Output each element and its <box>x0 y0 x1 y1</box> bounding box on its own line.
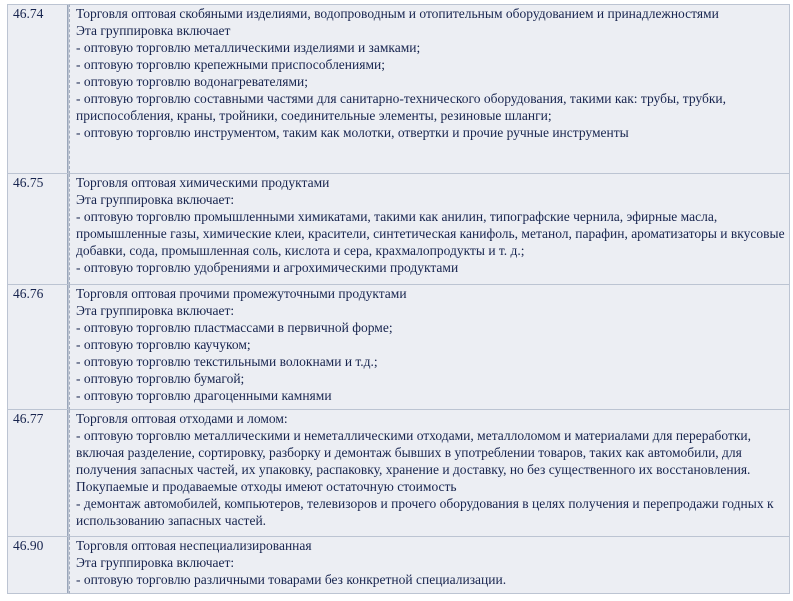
class-code: 46.74 <box>7 4 69 174</box>
class-code: 46.77 <box>7 410 69 537</box>
description-line: - оптовую торговлю водонагревателями; <box>76 74 308 89</box>
description-line: - оптовую торговлю промышленными химикатами, такими как анилин, типографские чернила, эфирные масла, промышленные газы, химические клеи, красители, синтетическая канифоль, метанол, парафин, ароматизаторы и вкусовые добавки, сода, промышленная соль, кислота и сера, крахмалопродукты и т. д.; <box>76 209 785 258</box>
class-description <box>69 537 790 594</box>
description-line: - оптовую торговлю металлическими и неметаллическими отходами, металлоломом и материалами для переработки, включая разделение, сортировку, разборку и демонтаж бывших в употреблении товаров, таких как автомобили, для получения запасных частей, их упаковку, распаковку, хранение и доставку, но без существенного их восстановления. Покупаемые и продаваемые отходы имеют остаточную стоимость <box>76 428 752 494</box>
description-line: - оптовую торговлю крепежными приспособлениями; <box>76 57 385 72</box>
class-title: Торговля оптовая отходами и ломом: <box>76 411 288 426</box>
class-title: Торговля оптовая скобяными изделиями, водопроводным и отопительным оборудованием и принадлежностями <box>76 6 719 21</box>
description-line: - оптовую торговлю металлическими изделиями и замками; <box>76 40 421 55</box>
description-line: - оптовую торговлю текстильными волокнами и т.д.; <box>76 354 378 369</box>
class-title: Торговля оптовая прочими промежуточными продуктами <box>76 286 407 301</box>
class-title: Торговля оптовая неспециализированная <box>76 538 312 553</box>
table-row <box>7 410 790 537</box>
class-description <box>69 410 790 537</box>
class-code: 46.75 <box>7 174 69 285</box>
description-line: - оптовую торговлю различными товарами без конкретной специализации. <box>76 572 507 587</box>
class-description <box>69 4 790 174</box>
table-row <box>7 4 790 174</box>
table-row <box>7 537 790 594</box>
description-line: Эта группировка включает: <box>76 555 235 570</box>
class-description <box>69 174 790 285</box>
class-code: 46.90 <box>7 537 69 594</box>
description-line: - оптовую торговлю каучуком; <box>76 337 251 352</box>
table-row <box>7 174 790 285</box>
description-line: Эта группировка включает: <box>76 192 235 207</box>
class-title: Торговля оптовая химическими продуктами <box>76 175 330 190</box>
class-code: 46.76 <box>7 285 69 410</box>
description-line: Эта группировка включает: <box>76 303 235 318</box>
table-row <box>7 285 790 410</box>
description-line: - оптовую торговлю драгоценными камнями <box>76 388 332 403</box>
description-line: - оптовую торговлю составными частями для санитарно-технического оборудования, такими как: трубы, трубки, приспособления, краны, тройники, соединительные элементы, резиновые шланги; <box>76 91 727 123</box>
description-line: - оптовую торговлю инструментом, таким как молотки, отвертки и прочие ручные инструменты <box>76 125 629 140</box>
class-description <box>69 285 790 410</box>
description-line: - оптовую торговлю пластмассами в первичной форме; <box>76 320 393 335</box>
description-line: - демонтаж автомобилей, компьютеров, телевизоров и прочего оборудования в целях получения и перепродажи годных к использованию запасных частей. <box>76 496 774 528</box>
classification-table <box>7 4 790 594</box>
description-line: Эта группировка включает <box>76 23 231 38</box>
description-line: - оптовую торговлю бумагой; <box>76 371 245 386</box>
description-line: - оптовую торговлю удобрениями и агрохимическими продуктами <box>76 260 459 275</box>
